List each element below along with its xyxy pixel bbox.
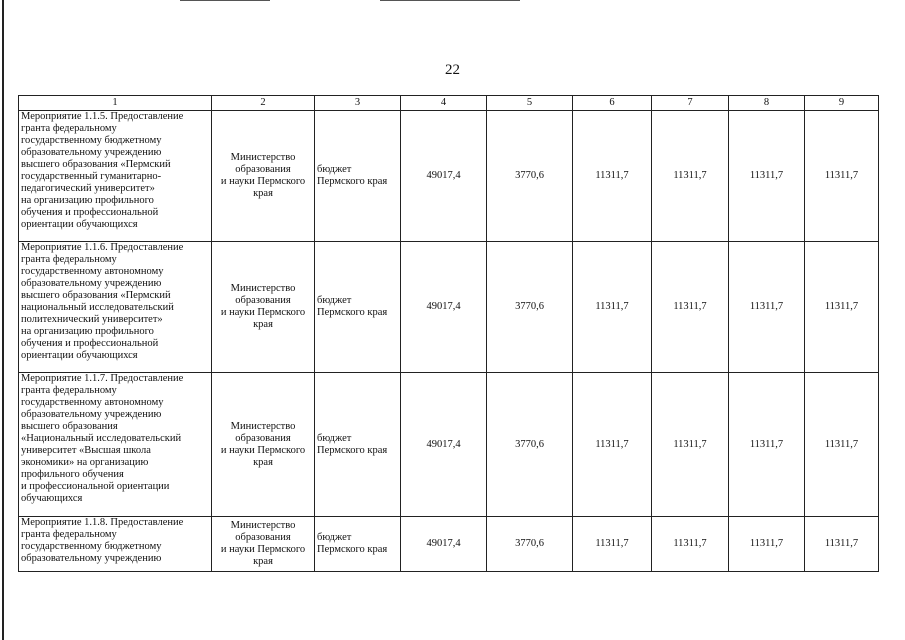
amount-cell: 11311,7: [652, 517, 729, 572]
event-description: Мероприятие 1.1.8. Предоставление гранта федеральному государственному бюджетному образовательному учреждению: [19, 517, 212, 572]
page-number: 22: [445, 62, 460, 78]
table-row: [19, 111, 879, 242]
column-header: 3: [315, 96, 401, 111]
amount-cell: 11311,7: [573, 517, 652, 572]
amount-cell: 3770,6: [487, 373, 573, 517]
event-description: Мероприятие 1.1.6. Предоставление гранта федеральному государственному автономному образовательному учреждению высшего образования «Пермский национальный исследовательский политехнический университет» на организацию профильного обучения и профессиональной ориентации обучающихся: [19, 242, 212, 373]
column-header: 2: [212, 96, 315, 111]
column-header: 4: [401, 96, 487, 111]
amount-cell: 3770,6: [487, 242, 573, 373]
amount-cell: 49017,4: [401, 242, 487, 373]
amount-cell: 11311,7: [805, 373, 879, 517]
amount-cell: 3770,6: [487, 517, 573, 572]
column-header: 7: [652, 96, 729, 111]
scan-top-mark: [180, 0, 270, 1]
amount-cell: 11311,7: [805, 242, 879, 373]
amount-cell: 3770,6: [487, 111, 573, 242]
amount-cell: 11311,7: [573, 373, 652, 517]
funding-source: бюджет Пермского края: [315, 242, 401, 373]
amount-cell: 11311,7: [652, 111, 729, 242]
column-header: 6: [573, 96, 652, 111]
scan-left-edge: [2, 0, 4, 640]
responsible-executor: Министерство образования и науки Пермского края: [212, 373, 315, 517]
amount-cell: 11311,7: [729, 111, 805, 242]
table-row: [19, 373, 879, 517]
column-header: 9: [805, 96, 879, 111]
event-description: Мероприятие 1.1.7. Предоставление гранта федеральному государственному автономному образовательному учреждению высшего образования «Национальный исследовательский университет «Высшая школа экономики» на организацию профильного обучения и профессиональной ориентации обучающихся: [19, 373, 212, 517]
event-description: Мероприятие 1.1.5. Предоставление гранта федеральному государственному бюджетному образовательному учреждению высшего образования «Пермский государственный гуманитарно- педагогический университет» на организацию профильного обучения и профессиональной ориентации обучающихся: [19, 111, 212, 242]
amount-cell: 11311,7: [652, 373, 729, 517]
amount-cell: 11311,7: [805, 111, 879, 242]
responsible-executor: Министерство образования и науки Пермского края: [212, 517, 315, 572]
responsible-executor: Министерство образования и науки Пермского края: [212, 242, 315, 373]
amount-cell: 11311,7: [573, 242, 652, 373]
table-row: [19, 517, 879, 572]
amount-cell: 11311,7: [652, 242, 729, 373]
amount-cell: 49017,4: [401, 517, 487, 572]
amount-cell: 11311,7: [729, 373, 805, 517]
scan-top-mark: [380, 0, 520, 1]
amount-cell: 11311,7: [573, 111, 652, 242]
amount-cell: 11311,7: [729, 517, 805, 572]
table-row: [19, 242, 879, 373]
amount-cell: 11311,7: [805, 517, 879, 572]
column-header: 5: [487, 96, 573, 111]
funding-source: бюджет Пермского края: [315, 373, 401, 517]
budget-table: [18, 95, 879, 572]
column-header: 8: [729, 96, 805, 111]
responsible-executor: Министерство образования и науки Пермского края: [212, 111, 315, 242]
column-header: 1: [19, 96, 212, 111]
amount-cell: 49017,4: [401, 111, 487, 242]
funding-source: бюджет Пермского края: [315, 111, 401, 242]
amount-cell: 11311,7: [729, 242, 805, 373]
column-number-row: [19, 96, 879, 111]
amount-cell: 49017,4: [401, 373, 487, 517]
funding-source: бюджет Пермского края: [315, 517, 401, 572]
